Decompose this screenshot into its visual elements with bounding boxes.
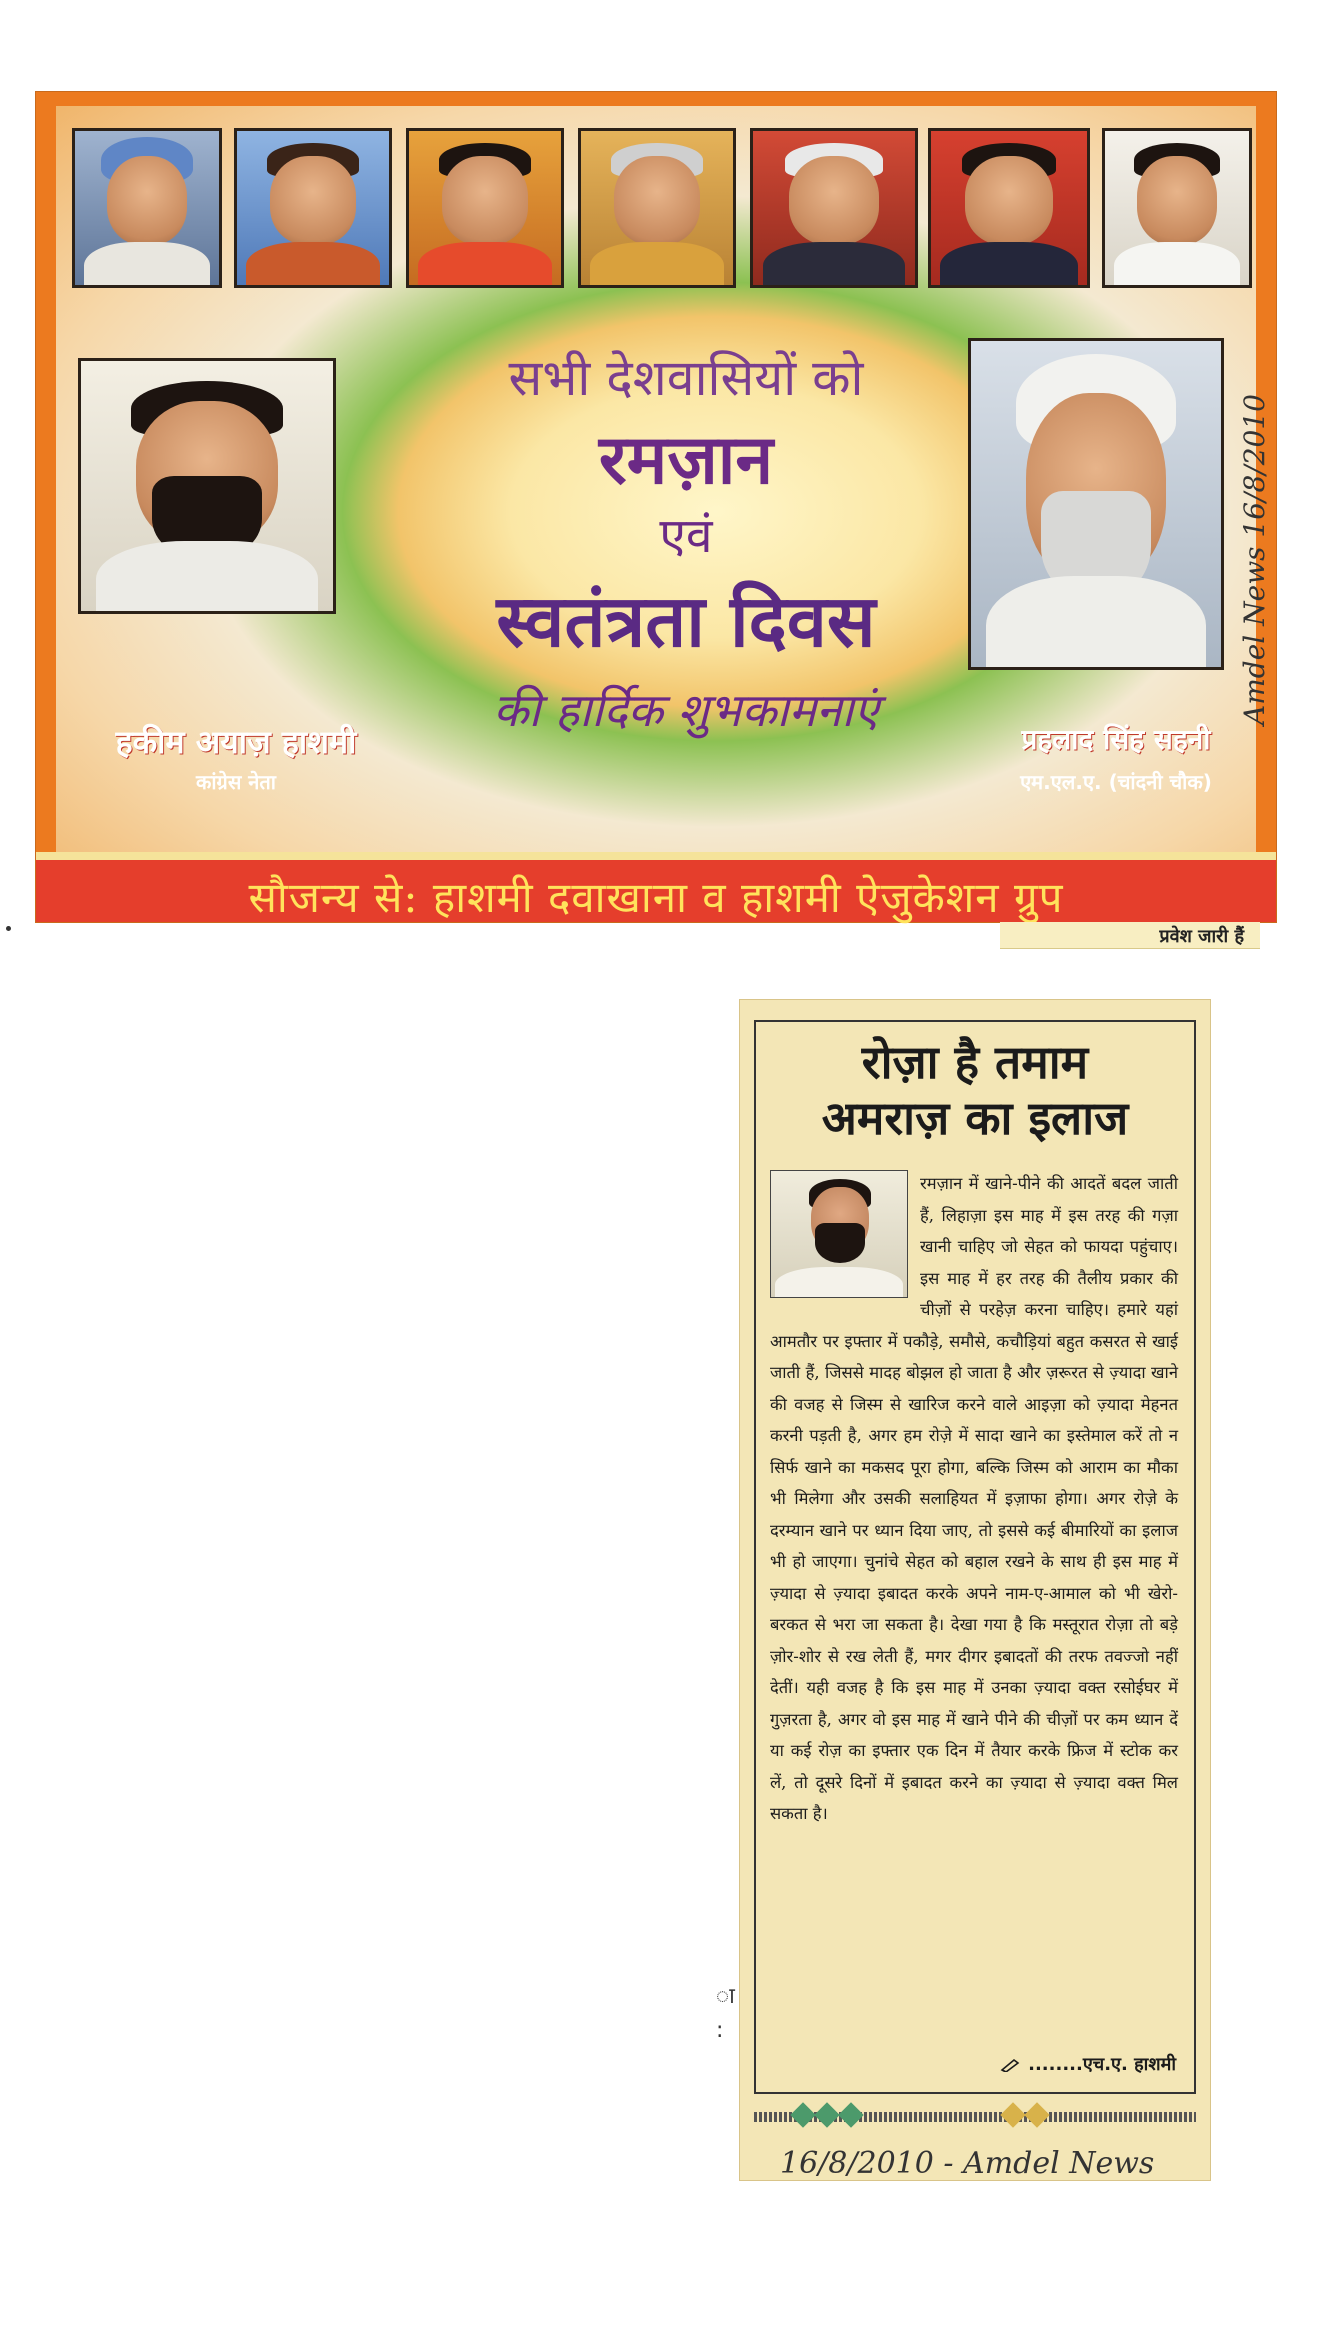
right-person-name: प्रहलाद सिंह सहनी: [1021, 723, 1211, 756]
portrait-5: [750, 128, 918, 288]
byline-text: ........एच.ए. हाशमी: [1028, 2054, 1176, 2075]
greeting-independence-day: स्वतंत्रता दिवस: [496, 578, 876, 663]
portrait-3: [406, 128, 564, 288]
decorative-diamond: [1024, 2102, 1049, 2127]
portrait-7: [1102, 128, 1252, 288]
ad-strip: [36, 852, 1276, 860]
decorative-diamond: [838, 2102, 863, 2127]
advertisement-clipping: [36, 92, 1276, 922]
decorative-border: [754, 2106, 1196, 2126]
portrait-6: [928, 128, 1090, 288]
decorative-diamond: [790, 2102, 815, 2127]
stray-mark: [6, 926, 11, 931]
greeting-line-3: एवं: [659, 508, 713, 564]
article-heading-line-1: रोज़ा है तमाम: [861, 1035, 1089, 1089]
handwritten-bottom-note: 16/8/2010 - Amdel News: [780, 2146, 1155, 2181]
edge-marks: ा :: [716, 1984, 735, 2043]
portrait-4: [578, 128, 736, 288]
greeting-line-1: सभी देशवासियों को: [508, 349, 864, 407]
decorative-diamond: [1000, 2102, 1025, 2127]
portrait-1: [72, 128, 222, 288]
article-body: रमज़ान में खाने-पीने की आदतें बदल जाती हैं, लिहाज़ा इस माह में इस तरह की गज़ा खानी चाहिए जो सेहत को फायदा पहुंचाए। इस माह में हर तरह की तैलीय प्रकार की चीज़ों से परहेज़ करना चाहिए। हमारे यहां आमतौर पर इफ्तार में पकौड़े, समौसे, कचौड़ियां बहुत कसरत से खाई जाती हैं, जिससे मादह बोझल हो जाता है और ज़रूरत से ज़्यादा खाने की वजह से जिस्म से खारिज करने वाले आइज़ा को ज़्यादा मेहनत करनी पड़ती है, अगर हम रोज़े में सादा खाने का इस्तेमाल करें तो न सिर्फ खाने का मकसद पूरा होगा, बल्कि जिस्म को आराम का मौका भी मिलेगा और उसकी सलाहियत में इज़ाफा होगा। अगर रोज़े के दरम्यान खाने पर ध्यान दिया जाए, तो इससे कई बीमारियों का इलाज भी हो जाएगा। चुनांचे सेहत को बहाल रखने के साथ ही इस माह में ज़्यादा से ज़्यादा इबादत करके अपने नाम-ए-आमाल को भी खेरो-बरकत से भरा जा सकता है। देखा गया है कि मस्तूरात रोज़ा तो बड़े ज़ोर-शोर से रख लेती हैं, मगर दीगर इबादतों की तरफ तवज्जो नहीं देतीं। यही वजह है कि इस माह में उनका ज़्यादा वक्त रसोईघर में गुज़रता है, अगर वो इस माह में खाने पीने की चीज़ों पर कम ध्यान दें या कई रोज़ का इफ्तार एक दिन में तैयार करके फ्रिज में स्टोक कर लें, तो दूसरे दिनों में इबादत करने का ज़्यादा से ज़्यादा वक्त मिल सकता है।: [770, 1174, 1178, 1823]
portrait-2: [234, 128, 392, 288]
portrait-left-large: [78, 358, 336, 614]
right-person-designation: एम.एल.ए. (चांदनी चौक): [1020, 770, 1212, 794]
portrait-right-large: [968, 338, 1224, 670]
article-body-wrap: [770, 1168, 1178, 1830]
left-person-designation: कांग्रेस नेता: [196, 770, 276, 794]
photo-spacer: [770, 1168, 920, 1304]
sponsor-text: सौजन्य से: हाशमी दवाखाना व हाशमी ऐजुकेशन ग्रुप: [248, 873, 1064, 922]
sponsor-band: [36, 860, 1276, 922]
left-person-name: हकीम अयाज़ हाशमी: [115, 723, 357, 761]
decorative-diamond: [814, 2102, 839, 2127]
pen-icon: [1000, 2058, 1022, 2072]
torn-edge: [1000, 922, 1260, 949]
greeting-wishes: की हार्दिक शुभकामनाएं: [493, 683, 879, 737]
torn-caption: प्रवेश जारी हैं: [1159, 926, 1244, 947]
greeting-ramzan: रमज़ान: [598, 420, 774, 500]
article-heading: [758, 1034, 1192, 1146]
article-byline: [1000, 2052, 1176, 2076]
article-heading-line-2: अमराज़ का इलाज: [821, 1091, 1129, 1145]
handwritten-side-note: Amdel News 16/8/2010: [1238, 394, 1271, 726]
article-clipping: [740, 1000, 1210, 2180]
